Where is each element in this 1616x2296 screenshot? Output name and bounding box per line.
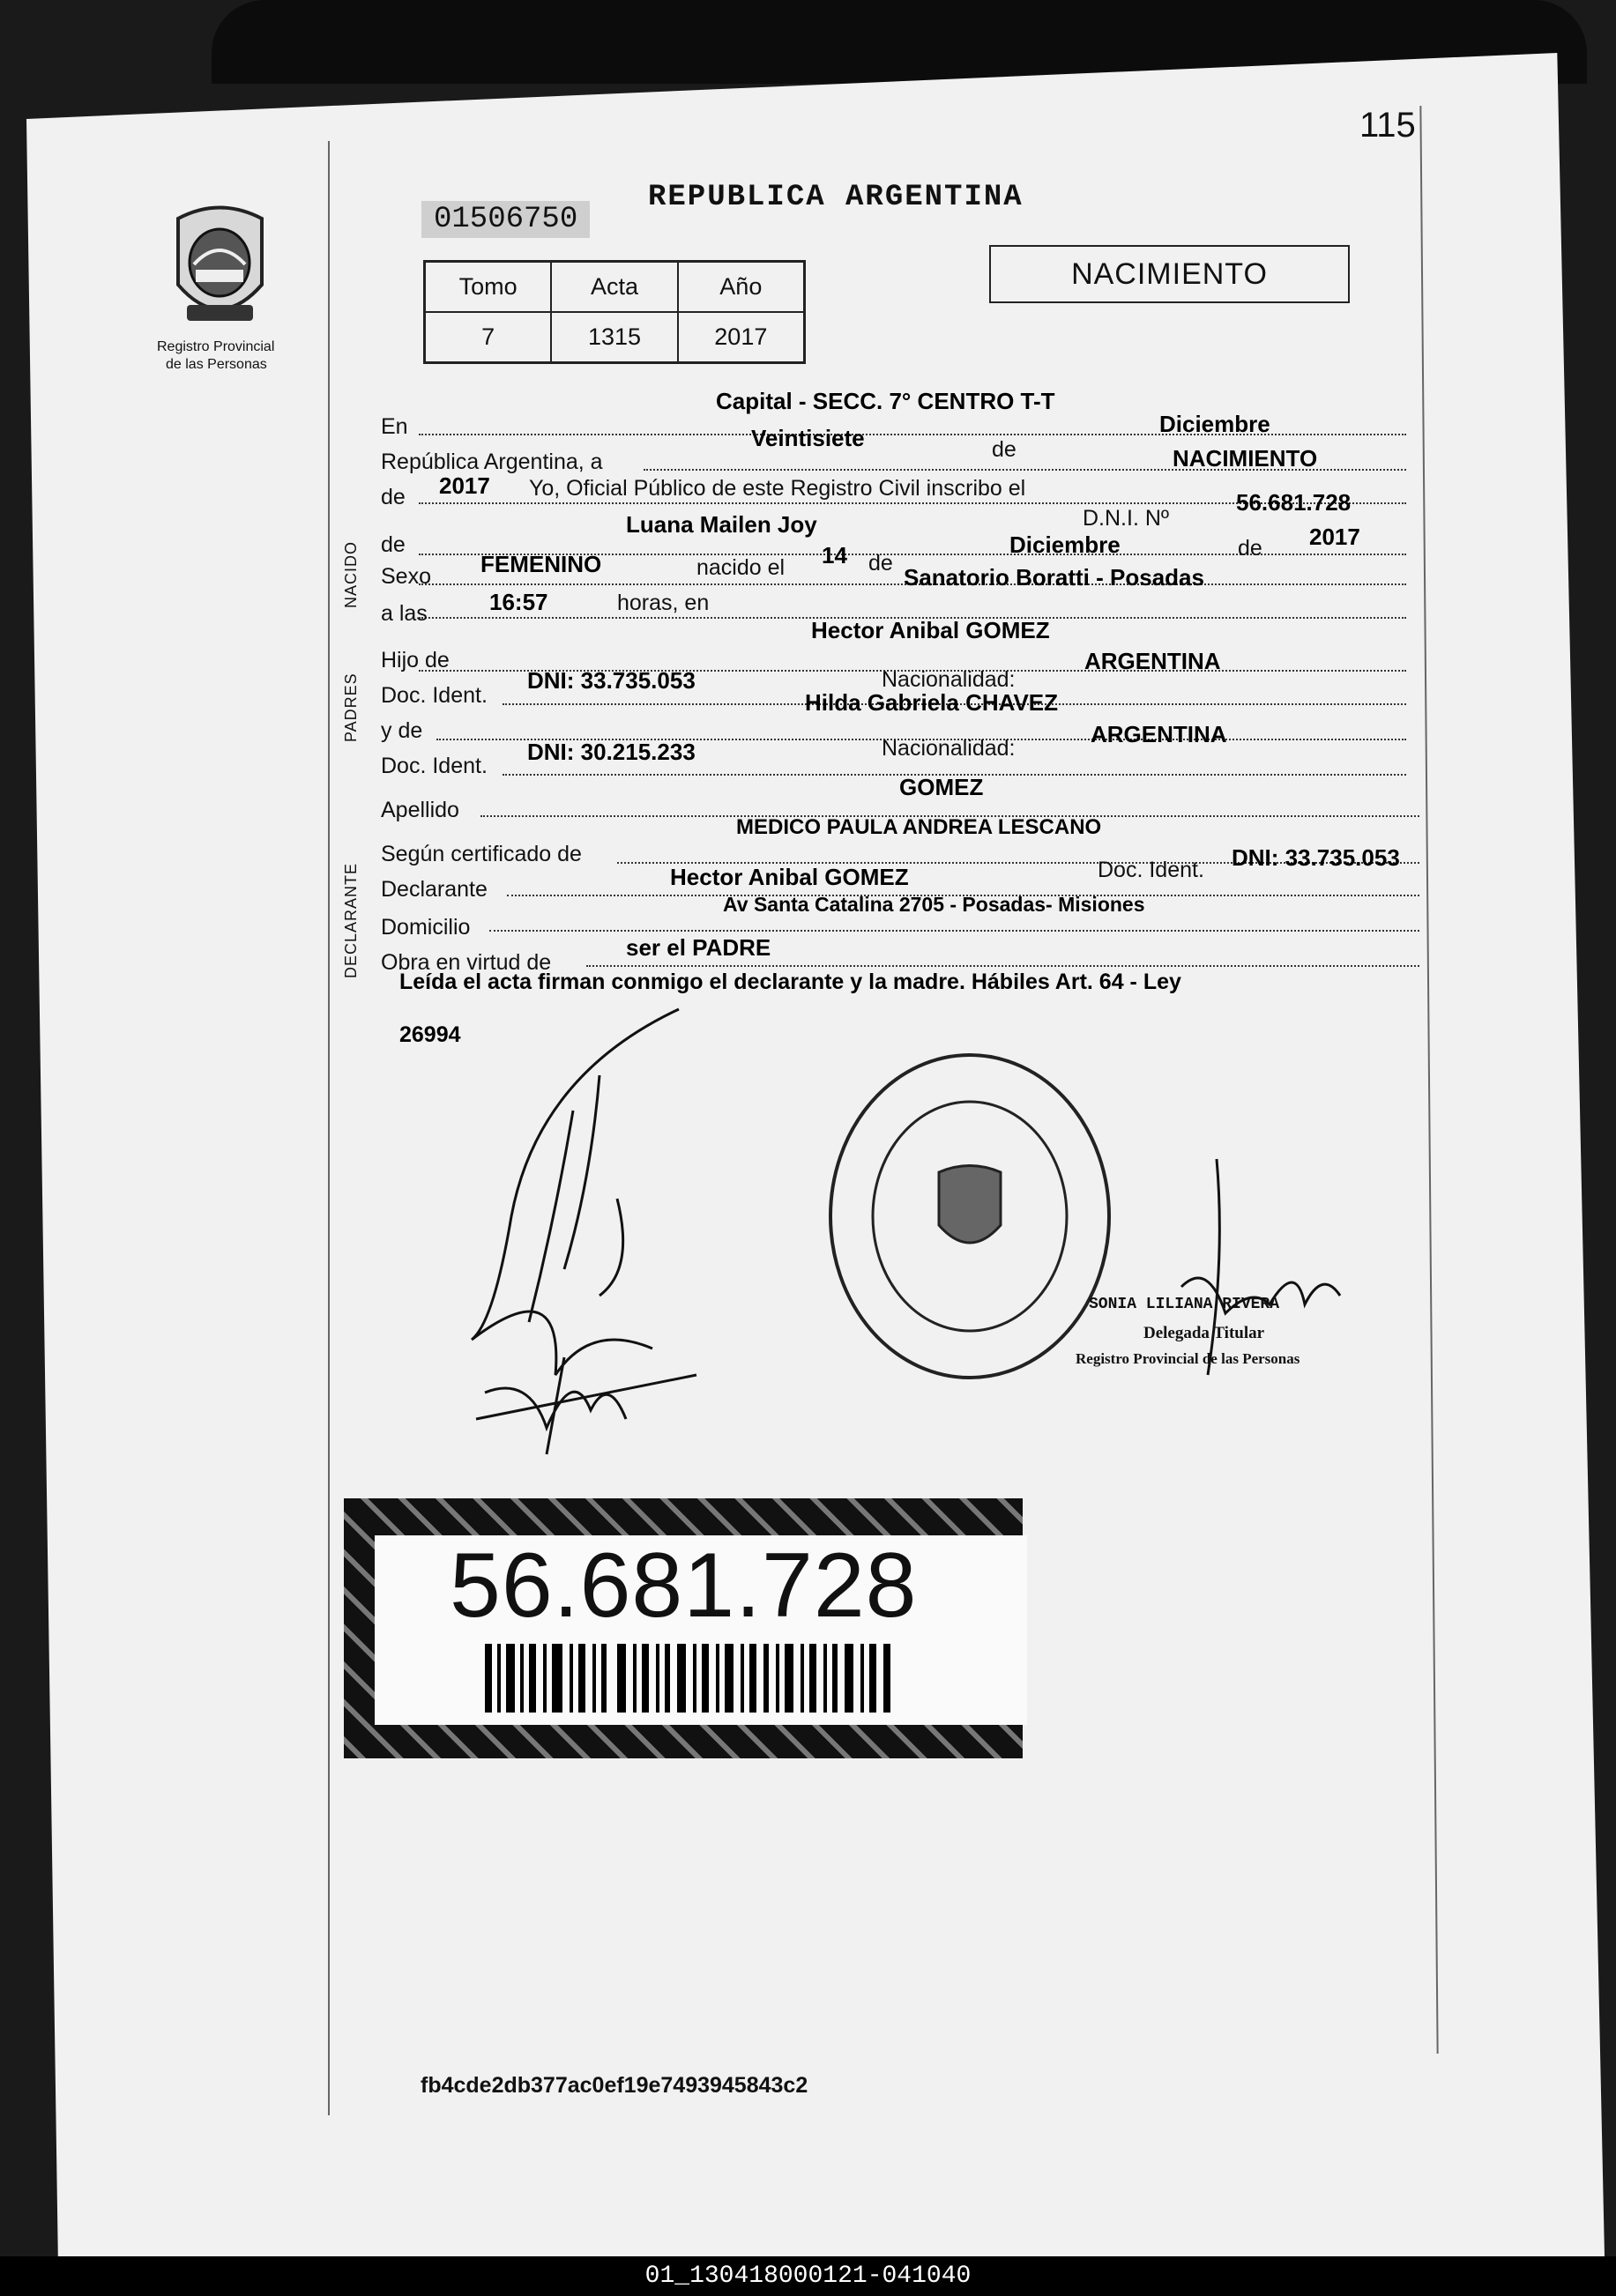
father-nationality: ARGENTINA — [1084, 648, 1221, 674]
closing-text-line1: Leída el acta firman conmigo el declarante y la madre. Hábiles Art. 64 - Ley — [399, 970, 1181, 994]
father-name: Hector Anibal GOMEZ — [811, 617, 1050, 643]
barcode — [485, 1644, 890, 1713]
certificado-label: Según certificado de — [381, 842, 582, 866]
declarante-doc-label: Doc. Ident. — [1098, 858, 1204, 882]
registration-year: 2017 — [439, 472, 490, 499]
barcode-number: 56.681.728 — [450, 1534, 918, 1637]
table-header-tomo: Tomo — [425, 262, 551, 312]
table-value-ano: 2017 — [678, 312, 804, 362]
declarante-label: Declarante — [381, 877, 488, 902]
declarant-signature — [458, 1005, 705, 1463]
birth-day: 14 — [822, 542, 847, 568]
obra-reason: ser el PADRE — [626, 934, 771, 961]
registry-name-line2: de las Personas — [166, 357, 267, 372]
declarante-name: Hector Anibal GOMEZ — [670, 864, 909, 890]
hijo-de-label: Hijo de — [381, 648, 450, 672]
father-doc-label: Doc. Ident. — [381, 683, 488, 708]
republic-label: República Argentina, a — [381, 450, 603, 474]
official-text: Yo, Oficial Público de este Registro Civil inscribo el — [529, 476, 1026, 501]
official-office: Registro Provincial de las Personas — [1076, 1350, 1300, 1367]
footer-code: 01_130418000121-041040 — [0, 2256, 1616, 2296]
table-header-acta: Acta — [551, 262, 677, 312]
registry-name-line1: Registro Provincial — [157, 339, 275, 354]
table-value-acta: 1315 — [551, 312, 677, 362]
mother-nationality: ARGENTINA — [1091, 721, 1227, 747]
registration-day: Veintisiete — [751, 425, 865, 451]
obra-label: Obra en virtud de — [381, 950, 552, 975]
registration-place: Capital - SECC. 7° CENTRO T-T — [716, 388, 1055, 414]
child-name: Luana Mailen Joy — [626, 511, 817, 538]
birth-year: 2017 — [1309, 524, 1360, 550]
document-hash: fb4cde2db377ac0ef19e7493945843c2 — [421, 2073, 808, 2098]
dotted-line — [489, 930, 1419, 932]
horas-label: horas, en — [617, 591, 710, 615]
domicilio-label: Domicilio — [381, 915, 471, 940]
official-name: SONIA LILIANA RIVERA — [1089, 1296, 1280, 1313]
sexo-label: Sexo — [381, 564, 431, 589]
a-las-label: a las — [381, 601, 428, 626]
section-label-nacido: NACIDO — [342, 540, 360, 608]
document-type-box: NACIMIENTO — [989, 245, 1350, 303]
child-sex: FEMENINO — [480, 551, 602, 577]
registration-month: Diciembre — [1159, 411, 1270, 437]
table-header-ano: Año — [678, 262, 804, 312]
mother-doc: DNI: 30.215.233 — [527, 739, 696, 765]
record-table — [423, 260, 806, 364]
closing-text-line2: 26994 — [399, 1022, 461, 1047]
dotted-line — [586, 965, 1419, 967]
apellido-label: Apellido — [381, 798, 459, 822]
declarante-doc: DNI: 33.735.053 — [1232, 844, 1400, 871]
child-dni: 56.681.728 — [1236, 489, 1352, 516]
document-serial: 01506750 — [421, 201, 590, 238]
mother-nationality-label: Nacionalidad: — [882, 736, 1016, 761]
birth-de-label-2: de — [1238, 536, 1262, 561]
certificado-doctor: MEDICO PAULA ANDREA LESCANO — [736, 815, 1102, 839]
official-seal — [824, 1049, 1115, 1384]
provincial-coat-of-arms-logo — [169, 201, 271, 333]
section-label-declarante: DECLARANTE — [342, 862, 360, 978]
father-nationality-label: Nacionalidad: — [882, 667, 1016, 692]
y-de-label: y de — [381, 718, 423, 743]
birth-place: Sanatorio Boratti - Posadas — [904, 564, 1204, 591]
dni-label: D.N.I. Nº — [1083, 506, 1170, 531]
de-label-2: de — [381, 485, 406, 509]
declarante-address: Av Santa Catalina 2705 - Posadas- Misiones — [723, 893, 1145, 916]
table-value-tomo: 7 — [425, 312, 551, 362]
mother-doc-label: Doc. Ident. — [381, 754, 488, 778]
de-label-1: de — [992, 437, 1017, 462]
section-label-padres: PADRES — [342, 672, 360, 742]
birth-month: Diciembre — [1009, 531, 1121, 558]
page-number: 115 — [1359, 106, 1416, 145]
birth-de-label: de — [868, 551, 893, 576]
mother-name: Hilda Gabriela CHAVEZ — [805, 689, 1059, 716]
nacido-el-label: nacido el — [696, 555, 786, 580]
nacido-de-label: de — [381, 532, 406, 557]
official-title: Delegada Titular — [1143, 1324, 1265, 1342]
father-doc: DNI: 33.735.053 — [527, 667, 696, 694]
en-label: En — [381, 414, 408, 439]
registration-event: NACIMIENTO — [1173, 445, 1318, 472]
birth-time: 16:57 — [489, 589, 548, 615]
country-title: REPUBLICA ARGENTINA — [648, 181, 1024, 214]
surname: GOMEZ — [899, 774, 984, 800]
left-margin-line — [328, 141, 330, 2115]
